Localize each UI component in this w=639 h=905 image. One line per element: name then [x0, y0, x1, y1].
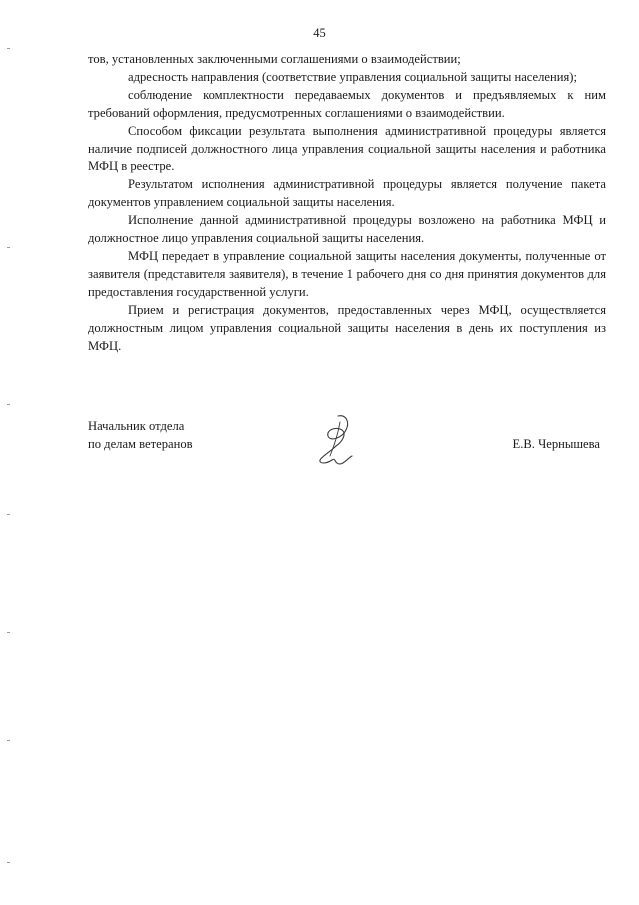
paragraph-responsibility: Исполнение данной административной процедуры возложено на работника МФЦ и должностное лицо управления социальной защиты населения. — [88, 213, 606, 246]
paragraph-document-transfer: МФЦ передает в управление социальной защиты населения документы, полученные от заявителя (представителя заявителя), в течение 1 рабочего дня со дня принятия документов для предоставления государственной услуги. — [88, 248, 606, 299]
scan-margin-mark — [7, 404, 10, 405]
signatory-name: Е.В. Чернышева — [512, 437, 600, 451]
page-number: 45 — [313, 26, 326, 40]
scan-margin-mark — [7, 740, 10, 741]
signatory-title-line2: по делам ветеранов — [88, 436, 193, 451]
paragraph-completeness: соблюдение комплектности передаваемых документов и предъявляемых к ним требований оформления, предусмотренных соглашениями о взаимодействии. — [88, 87, 606, 120]
signatory-title-line1: Начальник отдела — [88, 419, 185, 433]
paragraph-registration: Прием и регистрация документов, предоставленных через МФЦ, осуществляется должностным лицом управления социальной защиты населения в день их поступления из МФЦ. — [88, 302, 606, 353]
paragraph-fixation-method: Способом фиксации результата выполнения административной процедуры является наличие подписей должностного лица управления социальной защиты населения и работника МФЦ в реестре. — [88, 123, 606, 174]
scan-margin-mark — [7, 862, 10, 863]
paragraph-continuation: тов, установленных заключенными соглашениями о взаимодействии; — [88, 52, 461, 66]
signature-block — [88, 418, 606, 478]
handwritten-signature — [316, 412, 360, 470]
signature-stroke-loop — [328, 416, 348, 446]
scan-margin-mark — [7, 48, 10, 49]
paragraph-addressing: адресность направления (соответствие управления социальной защиты населения); — [128, 69, 577, 84]
scan-margin-mark — [7, 514, 10, 515]
scan-margin-mark — [7, 247, 10, 248]
signatory-title — [88, 418, 193, 454]
scan-margin-mark — [7, 632, 10, 633]
document-body — [88, 51, 606, 355]
paragraph-procedure-result: Результатом исполнения административной процедуры является получение пакета документов управлением социальной защиты населения. — [88, 177, 606, 210]
signature-stroke-tail — [320, 446, 352, 464]
